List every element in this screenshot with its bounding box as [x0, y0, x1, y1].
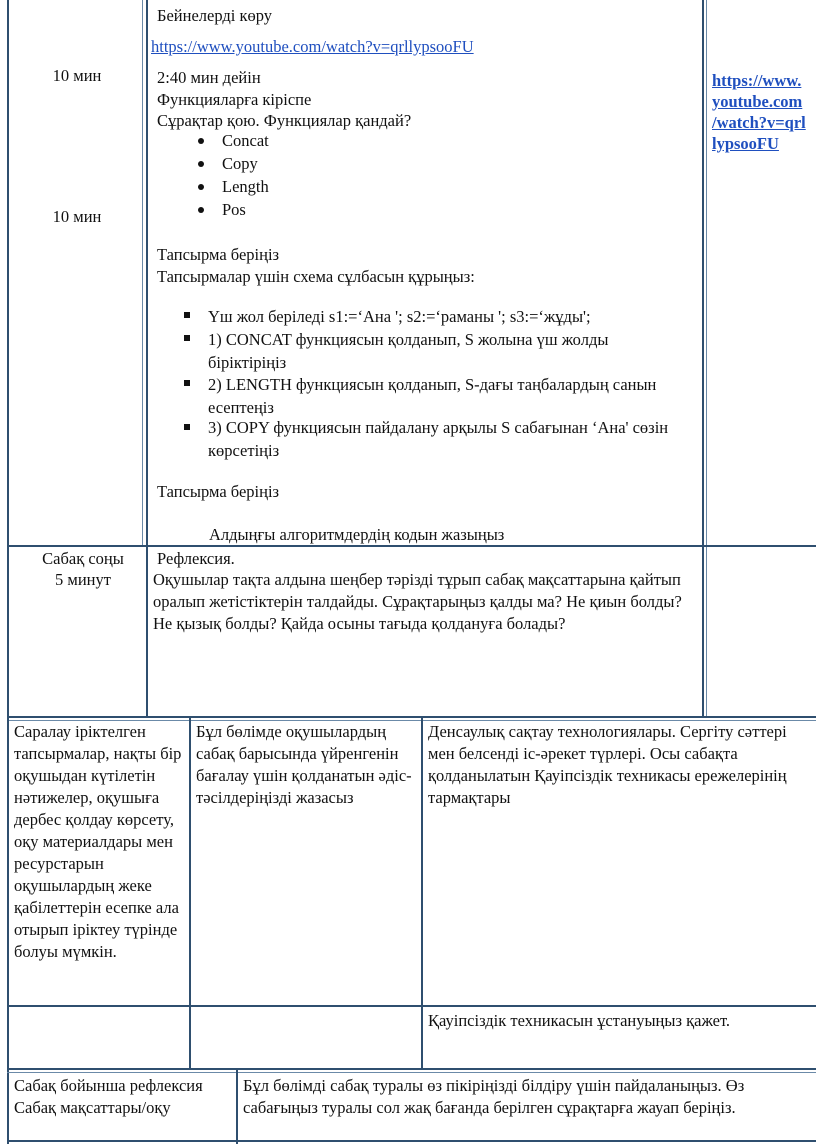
list-item: Pos: [222, 200, 246, 219]
safety-text: Қауіпсіздік техникасын ұстануыңыз қажет.: [428, 1011, 731, 1030]
task-scheme: Тапсырмалар үшін схема сұлбасын құрыңыз:: [157, 267, 475, 286]
list-item: 1) CONCAT функциясын қолданып, S жолына үш жолды біріктіріңіз: [208, 330, 609, 372]
assessment-text: Бұл бөлімде оқушылардың сабақ барысында үйренгенін бағалау үшін қолданатын әдіс-тәсілдеріңізді жазасыз: [196, 722, 412, 807]
square-bullet-icon: [184, 424, 190, 430]
square-bullet-icon: [184, 380, 190, 386]
list-item: Үш жол беріледі s1:=‘Ана '; s2:=‘раманы '; s3:=‘жұды';: [208, 307, 591, 326]
task2-title: Тапсырма беріңіз: [157, 482, 280, 501]
intro-line: Сұрақтар қою. Функциялар қандай?: [157, 111, 412, 130]
intro-line: Функцияларға кіріспе: [157, 90, 312, 109]
list-item: Length: [222, 177, 269, 196]
bullet-icon: [198, 184, 204, 190]
reflection-title: Рефлексия.: [157, 549, 235, 568]
resource-link-line: /watch?v=qrl: [712, 113, 806, 132]
resource-link-line: lypsooFU: [712, 134, 779, 153]
watch-title: Бейнелерді көру: [157, 6, 273, 25]
reflection-label: Сабақ бойынша рефлексия Сабақ мақсаттары/оқу: [14, 1076, 203, 1117]
bullet-icon: [198, 207, 204, 213]
square-bullet-icon: [184, 335, 190, 341]
square-bullet-icon: [184, 312, 190, 318]
list-item: 2) LENGTH функциясын қолданып, S-дағы таңбалардың санын есептеңіз: [208, 375, 657, 417]
task-title: Тапсырма беріңіз: [157, 245, 280, 264]
health-text: Денсаулық сақтау технологиялары. Сергіту сәттері мен белсенді іс-әрекет түрлері. Осы сабақта қолданылатын Қауіпсіздік техникасы ережелерінің тармақтары: [428, 722, 787, 807]
reflection-instructions: Бұл бөлімді сабақ туралы өз пікіріңізді білдіру үшін пайдаланыңыз. Өз сабағыңыз туралы сол жақ бағанда берілген сұрақтарға жауап беріңіз.: [243, 1076, 745, 1117]
bullet-icon: [198, 138, 204, 144]
video-link[interactable]: https://www.youtube.com/watch?v=qrllypsooFU: [151, 37, 474, 56]
resource-link-line: youtube.com: [712, 92, 803, 111]
bullet-icon: [198, 161, 204, 167]
time-label-2: 10 мин: [52, 207, 102, 226]
reflection-text: Оқушылар тақта алдына шеңбер тәрізді тұрып сабақ мақсаттарына қайтып оралып жетістіктерін талдайды. Сұрақтарыңыз қалды ма? Не қиын болды? Не қызық болды? Қайда осыны тағыда қолдануға болады?: [153, 570, 682, 633]
task2-text: Алдыңғы алгоритмдердің кодын жазыңыз: [209, 525, 505, 544]
time-label-1: 10 мин: [52, 66, 102, 85]
list-item: 3) COPY функциясын пайдалану арқылы S сабағынан ‘Ана' сөзін көрсетіңіз: [208, 418, 669, 460]
intro-line: 2:40 мин дейін: [157, 68, 261, 87]
end-duration: 5 минут: [55, 570, 111, 589]
end-label: Сабақ соңы: [42, 549, 124, 568]
list-item: Concat: [222, 131, 269, 150]
resource-link[interactable]: [712, 70, 806, 154]
differentiation-text: Саралау іріктелген тапсырмалар, нақты бір оқушыдан күтілетін нәтижелер, оқушыға дербес қолдау көрсету, оқу материалдары мен ресурстарын оқушылардың жеке қабілеттерін есепке ала отырып іріктеу түрінде болуы мүмкін.: [14, 722, 182, 961]
list-item: Copy: [222, 154, 258, 173]
resource-link-line: https://www.: [712, 71, 802, 90]
